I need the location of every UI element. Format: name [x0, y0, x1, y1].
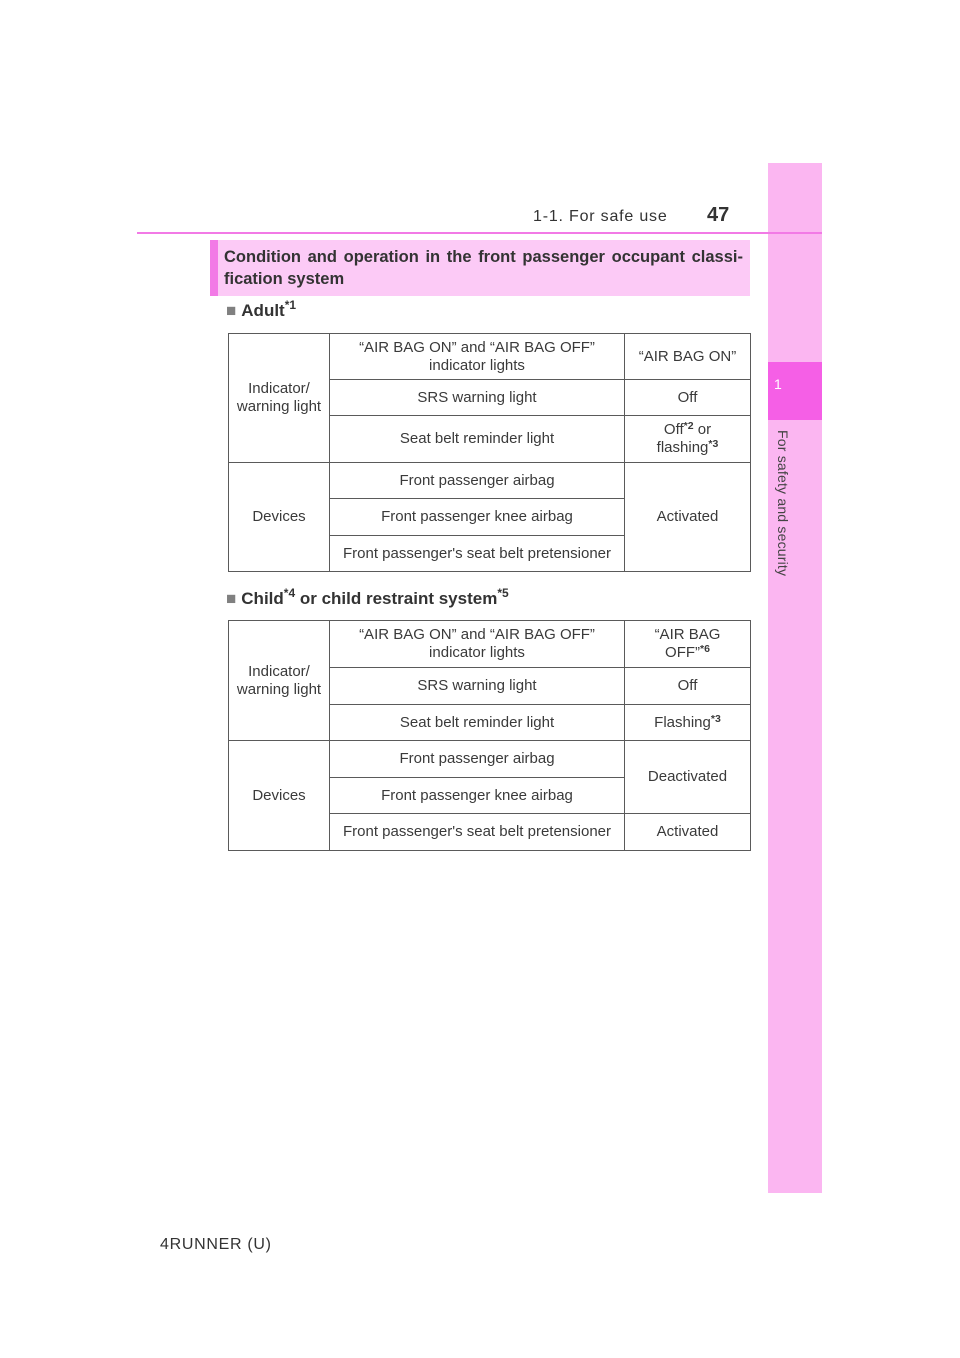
- subsection-title-text: Child: [241, 589, 284, 608]
- status-text: Flashing: [654, 713, 711, 731]
- chapter-side-tab: [768, 163, 822, 1193]
- section-heading-line: fication system: [224, 270, 345, 288]
- devices-label: Devices: [229, 463, 330, 572]
- section-heading-line: Condition and operation in the front passenger occupant classi-: [224, 248, 743, 266]
- status-text: Off: [663, 421, 684, 438]
- table-cell-status: Off: [625, 668, 751, 705]
- table-row: [229, 334, 751, 380]
- table-cell-status: [625, 416, 751, 463]
- subsection-title-text: or child restraint system: [295, 589, 498, 608]
- devices-label: Devices: [229, 741, 330, 851]
- status-text: “AIR BAG OFF”: [654, 626, 721, 661]
- header-rule: [137, 232, 822, 234]
- indicator-warning-light-label: Indicator/ warning light: [229, 621, 330, 741]
- footnote-ref: *2: [683, 420, 694, 432]
- footnote-ref: *6: [700, 643, 710, 655]
- active-chapter-tab: [768, 362, 822, 420]
- table-cell-status: Activated: [625, 814, 751, 851]
- table-cell-item: Seat belt reminder light: [330, 705, 625, 741]
- table-cell-status: [625, 621, 751, 668]
- table-cell-item: Front passenger's seat belt pretensioner: [330, 536, 625, 572]
- status-text: or: [693, 421, 712, 438]
- subsection-title-adult: [226, 300, 296, 322]
- table-cell-item: Front passenger airbag: [330, 463, 625, 499]
- status-text: flashing: [656, 439, 709, 456]
- table-cell-status: Off: [625, 380, 751, 416]
- child-status-table: [228, 620, 751, 851]
- table-cell-item: SRS warning light: [330, 668, 625, 705]
- table-cell-item: “AIR BAG ON” and “AIR BAG OFF” indicator lights: [330, 334, 625, 380]
- table-row: [229, 621, 751, 668]
- adult-status-table: [228, 333, 751, 572]
- indicator-warning-light-label: Indicator/ warning light: [229, 334, 330, 463]
- devices-status: Activated: [625, 463, 751, 572]
- chapter-title: For safety and security: [775, 430, 791, 577]
- airbags-status: Deactivated: [625, 741, 751, 814]
- footnote-ref: *3: [708, 438, 719, 450]
- subsection-title-child: [226, 588, 509, 610]
- table-cell-status: [625, 705, 751, 741]
- table-cell-status: “AIR BAG ON”: [625, 334, 751, 380]
- table-cell-item: Front passenger airbag: [330, 741, 625, 778]
- square-bullet-icon: ■: [226, 589, 237, 608]
- table-cell-item: “AIR BAG ON” and “AIR BAG OFF” indicator lights: [330, 621, 625, 668]
- footnote-ref: *4: [283, 586, 296, 600]
- table-cell-item: Front passenger's seat belt pretensioner: [330, 814, 625, 851]
- footer-model-name: 4RUNNER (U): [160, 1236, 272, 1253]
- subsection-title-text: Adult: [241, 301, 285, 320]
- page-number: 47: [707, 204, 730, 226]
- table-cell-item: Front passenger knee airbag: [330, 499, 625, 536]
- table-row: [229, 463, 751, 499]
- footnote-ref: *3: [710, 712, 721, 725]
- square-bullet-icon: ■: [226, 301, 237, 320]
- footnote-ref: *1: [284, 298, 297, 312]
- table-row: [229, 741, 751, 778]
- footnote-ref: *5: [497, 586, 509, 600]
- table-cell-item: Front passenger knee airbag: [330, 778, 625, 814]
- table-cell-item: Seat belt reminder light: [330, 416, 625, 463]
- table-cell-item: SRS warning light: [330, 380, 625, 416]
- chapter-number: 1: [774, 376, 782, 392]
- section-heading: [210, 240, 750, 296]
- header-section-title: 1-1. For safe use: [533, 208, 668, 225]
